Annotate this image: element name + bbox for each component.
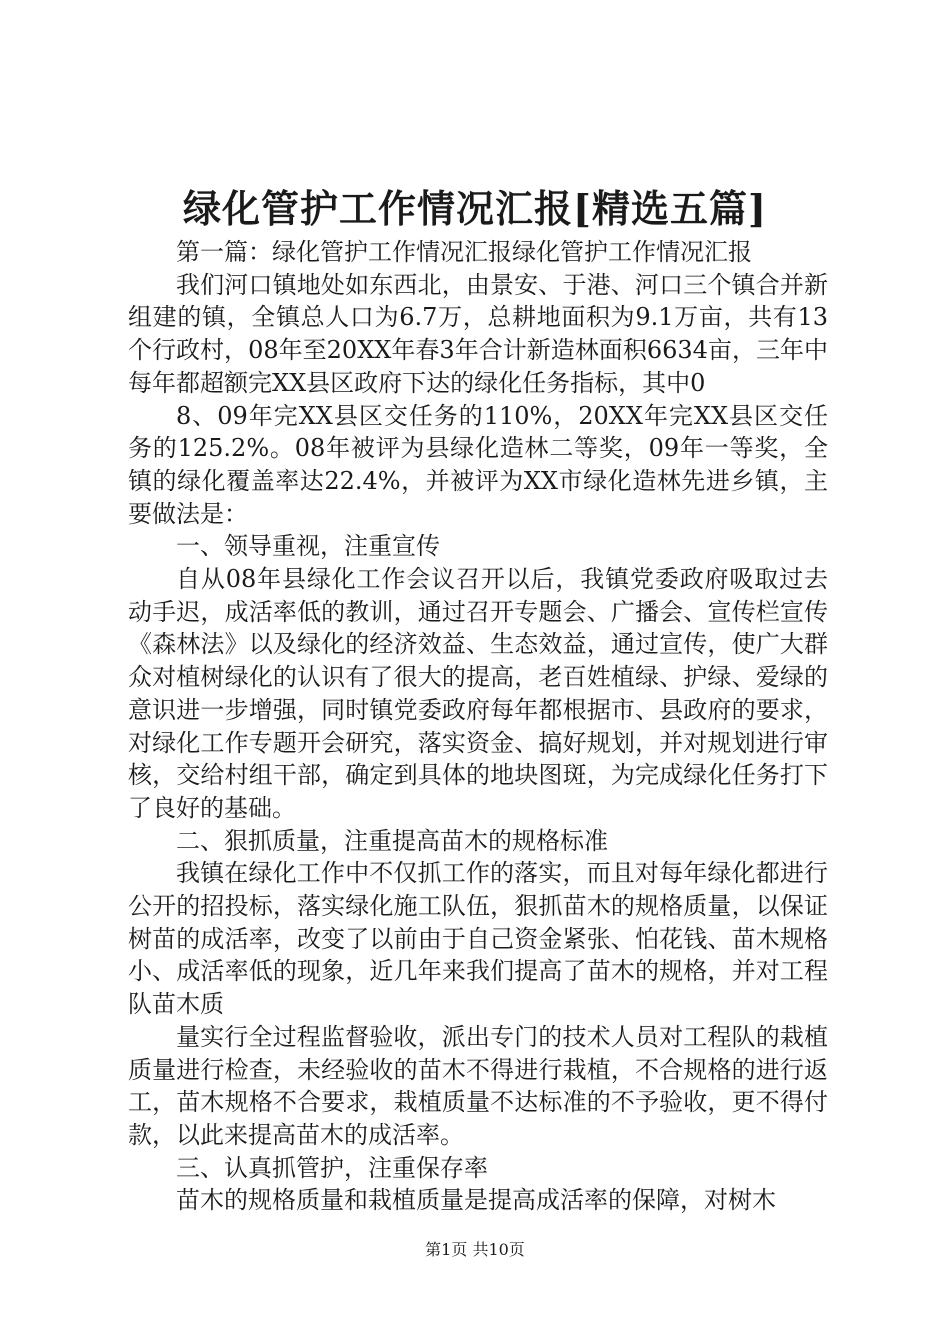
paragraph: 我镇在绿化工作中不仅抓工作的落实，而且对每年绿化都进行公开的招投标，落实绿化施工队伍，狠抓苗木的规格质量，以保证树苗的成活率，改变了以前由于自己资金紧张、怕花钱、苗木规格小、成活率低的现象，近几年来我们提高了苗木的规格，并对工程队苗木质 (128, 859, 828, 1019)
paragraph: 自从08年县绿化工作会议召开以后，我镇党委政府吸取过去动手迟，成活率低的教训，通过召开专题会、广播会、宣传栏宣传《森林法》以及绿化的经济效益、生态效益，通过宣传，使广大群众对植树绿化的认识有了很大的提高，老百姓植绿、护绿、爱绿的意识进一步增强，同时镇党委政府每年都根据市、县政府的要求，对绿化工作专题开会研究，落实资金、搞好规划，并对规划进行审核，交给村组干部，确定到具体的地块图斑，为完成绿化任务打下了良好的基础。 (128, 565, 828, 822)
section-heading: 一、领导重视，注重宣传 (176, 532, 440, 561)
paragraph-part-heading: 第一篇：绿化管护工作情况汇报绿化管护工作情况汇报 (176, 238, 752, 266)
paragraph: 我们河口镇地处如东西北，由景安、于港、河口三个镇合并新组建的镇，全镇总人口为6.7万，总耕地面积为9.1万亩，共有13个行政村，08年至20XX年春3年合计新造林面积6634亩，三年中每年都超额完XX县区政府下达的绿化任务指标，其中0 (128, 270, 828, 397)
paragraph: 苗木的规格质量和栽植质量是提高成活率的保障，对树木 (176, 1186, 776, 1215)
page-indicator: 第1页 共10页 (425, 1240, 525, 1259)
paragraph: 量实行全过程监督验收，派出专门的技术人员对工程队的栽植质量进行检查，未经验收的苗木不得进行栽植，不合规格的进行返工，苗木规格不合要求，栽植质量不达标准的不予验收，更不得付款，以此来提高苗木的成活率。 (128, 1022, 828, 1149)
page-footer (0, 1239, 950, 1261)
document-title: 绿化管护工作情况汇报[精选五篇] (183, 186, 767, 231)
document-body (128, 236, 828, 1217)
section-heading: 二、狠抓质量，注重提高苗木的规格标准 (176, 826, 608, 855)
section-heading: 三、认真抓管护，注重保存率 (176, 1153, 488, 1182)
paragraph: 8、09年完XX县区交任务的110%，20XX年完XX县区交任务的125.2%。08年被评为县绿化造林二等奖，09年一等奖，全镇的绿化覆盖率达22.4%，并被评为XX市绿化造林先进乡镇，主要做法是： (128, 401, 828, 528)
